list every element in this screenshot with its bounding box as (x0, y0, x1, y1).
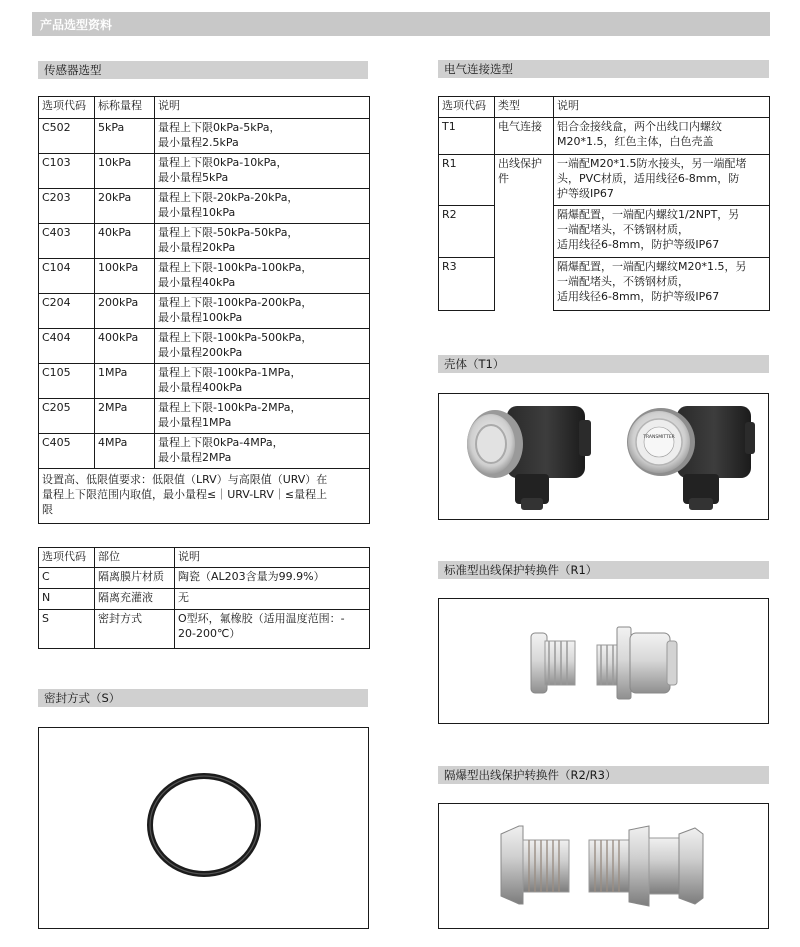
sensor-table (38, 96, 370, 524)
header-cell: 选项代码 (39, 548, 95, 568)
description: O型环，氟橡胶（适用温度范围：- 20-200℃） (175, 610, 370, 649)
description: 量程上下限0kPa-10kPa， 最小量程5kPa (155, 154, 370, 189)
r1-adapter-image (439, 599, 770, 725)
table-header-row (439, 97, 770, 118)
header-cell: 标称量程 (95, 97, 155, 119)
electrical-section-title: 电气连接选型 (438, 60, 769, 78)
option-code: C104 (39, 259, 95, 294)
part-name: 隔离充灌液 (95, 589, 175, 610)
option-code: R2 (439, 206, 495, 258)
housing-right-view (627, 406, 755, 510)
o-ring-highlight (150, 776, 258, 874)
table-row (39, 434, 370, 469)
seal-image-box (38, 727, 369, 929)
table-row (39, 119, 370, 154)
nominal-range: 2MPa (95, 399, 155, 434)
table-row (39, 189, 370, 224)
option-code: R3 (439, 258, 495, 311)
table-row (39, 610, 370, 649)
description: 量程上下限-50kPa-50kPa， 最小量程20kPa (155, 224, 370, 259)
nominal-range: 5kPa (95, 119, 155, 154)
main-title-bar (32, 12, 770, 36)
range-note-row (39, 469, 370, 524)
part-name: 密封方式 (95, 610, 175, 649)
main-title: 产品选型资料 (40, 18, 113, 32)
option-code: C502 (39, 119, 95, 154)
option-code: R1 (439, 155, 495, 206)
o-ring-image (39, 728, 370, 930)
description: 量程上下限0kPa-5kPa， 最小量程2.5kPa (155, 119, 370, 154)
table-row (439, 118, 770, 155)
description: 隔爆配置，一端配内螺纹M20*1.5，另 一端配堵头，不锈钢材质， 适用线径6-8mm，防护等级IP67 (554, 258, 770, 311)
option-code: C (39, 568, 95, 589)
description: 量程上下限0kPa-4MPa， 最小量程2MPa (155, 434, 370, 469)
electrical-table (438, 96, 770, 311)
r1-plug (531, 633, 575, 693)
option-code: S (39, 610, 95, 649)
sensor-section-title: 传感器选型 (38, 61, 368, 79)
table-header-row (39, 97, 370, 119)
nominal-range: 400kPa (95, 329, 155, 364)
r2r3-section-title: 隔爆型出线保护转换件（R2/R3） (438, 766, 769, 784)
table-row (439, 155, 770, 206)
header-cell: 部位 (95, 548, 175, 568)
header-cell: 选项代码 (39, 97, 95, 119)
description: 无 (175, 589, 370, 610)
option-code: C103 (39, 154, 95, 189)
cap-label-text: TRANSMITTER (643, 435, 675, 440)
nominal-range: 4MPa (95, 434, 155, 469)
range-note: 设置高、低限值要求：低限值（LRV）与高限值（URV）在 量程上下限范围内取值，最小量程≤｜URV-LRV｜≤量程上 限 (39, 469, 370, 524)
description: 量程上下限-100kPa-1MPa， 最小量程400kPa (155, 364, 370, 399)
table-header-row (39, 548, 370, 568)
seal-section-title: 密封方式（S） (38, 689, 368, 707)
r1-section-title: 标准型出线保护转换件（R1） (438, 561, 769, 579)
table-row (39, 568, 370, 589)
r1-image-box (438, 598, 769, 724)
nominal-range: 200kPa (95, 294, 155, 329)
nominal-range: 20kPa (95, 189, 155, 224)
nominal-range: 40kPa (95, 224, 155, 259)
r2r3-adapter-image (439, 804, 770, 930)
option-code: C405 (39, 434, 95, 469)
option-code: C105 (39, 364, 95, 399)
header-cell: 说明 (175, 548, 370, 568)
connection-type: 电气连接 (495, 118, 554, 155)
r1-cable-gland (597, 627, 677, 699)
housing-section-title: 壳体（T1） (438, 355, 769, 373)
header-cell: 说明 (155, 97, 370, 119)
nominal-range: 100kPa (95, 259, 155, 294)
nominal-range: 10kPa (95, 154, 155, 189)
r2r3-gland (589, 826, 703, 906)
table-row (39, 329, 370, 364)
table-row (439, 206, 770, 258)
r2r3-image-box (438, 803, 769, 929)
header-cell: 类型 (495, 97, 554, 118)
table-row (39, 399, 370, 434)
table-row (39, 154, 370, 189)
housing-left-view (467, 406, 591, 510)
r2r3-plug (501, 826, 569, 904)
description: 量程上下限-100kPa-100kPa， 最小量程40kPa (155, 259, 370, 294)
table-row (439, 258, 770, 311)
option-code: C403 (39, 224, 95, 259)
description: 量程上下限-20kPa-20kPa， 最小量程10kPa (155, 189, 370, 224)
nominal-range: 1MPa (95, 364, 155, 399)
description: 量程上下限-100kPa-200kPa， 最小量程100kPa (155, 294, 370, 329)
housing-image (439, 394, 770, 521)
part-name: 隔离膜片材质 (95, 568, 175, 589)
table-row (39, 364, 370, 399)
header-cell: 说明 (554, 97, 770, 118)
material-table (38, 547, 370, 649)
connection-type: 出线保护 件 (495, 155, 554, 311)
option-code: C203 (39, 189, 95, 224)
option-code: T1 (439, 118, 495, 155)
table-row (39, 224, 370, 259)
option-code: N (39, 589, 95, 610)
housing-image-box (438, 393, 769, 520)
option-code: C205 (39, 399, 95, 434)
description: 陶瓷（AL203含量为99.9%） (175, 568, 370, 589)
description: 量程上下限-100kPa-500kPa， 最小量程200kPa (155, 329, 370, 364)
description: 铝合金接线盒，两个出线口内螺纹 M20*1.5，红色主体，白色壳盖 (554, 118, 770, 155)
header-cell: 选项代码 (439, 97, 495, 118)
option-code: C404 (39, 329, 95, 364)
table-row (39, 589, 370, 610)
table-row (39, 259, 370, 294)
option-code: C204 (39, 294, 95, 329)
description: 一端配M20*1.5防水接头，另一端配堵 头，PVC材质，适用线径6-8mm，防 护等级IP67 (554, 155, 770, 206)
description: 隔爆配置，一端配内螺纹1/2NPT，另 一端配堵头，不锈钢材质， 适用线径6-8mm，防护等级IP67 (554, 206, 770, 258)
table-row (39, 294, 370, 329)
description: 量程上下限-100kPa-2MPa， 最小量程1MPa (155, 399, 370, 434)
